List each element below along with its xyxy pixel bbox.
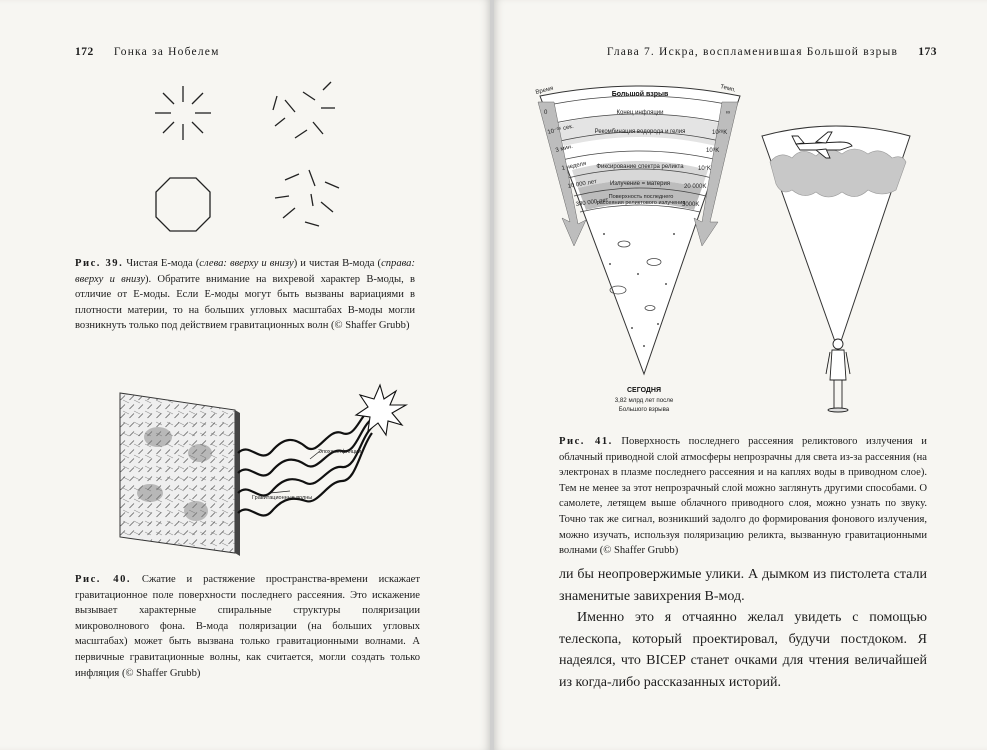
figure-41-timeline-cone [534,84,744,420]
row-4-event: Фиксирование спектра реликта [596,164,684,170]
row-2-event: Рекомбинация водорода и гелия [594,129,686,135]
e-mode-radial-pattern [155,86,211,140]
big-bang-label: Большой взрыв [611,91,669,98]
right-running-head [607,46,937,58]
row-1-event: Конец инфляции [616,110,664,116]
row-6-temp: 3000K [682,202,700,208]
b-mode-swirl-pattern-bottom [275,170,339,226]
today-sub-1: 3,82 млрд лет после [614,397,674,404]
figure-39-label: Рис. 39. [75,258,124,269]
row-5-event: Излучение = материя [609,181,671,187]
body-text [559,564,927,693]
figure-40-caption-text: Сжатие и растяжение пространства-времени искажает гравитационное поле поверхности последнего рассеяния. Это искажение вызывает характерные спиральные структуры поляризации микроволнового фона. B-мода поляризации (на больших угловых масштабах) может быть вызвана только гравитационными волнами. А первичные гравитационные волны, как считается, могли создать только инфляция (© Shaffer Grubb) [75,574,420,679]
row-6-time: 380 000 лет [575,197,609,208]
figure-39-caption-part-5: ). Обратите внимание на вихревой характер B-моды, в отличие от E-моды. Если E-моды могут быть вызваны вариациями в плотности материи, то на больших угловых масштабах B-моды могли возникнуть только под действием гравитационных волн (© Shaffer Grubb) [75,273,415,332]
row-6-event: Поверхность последнего рассеяния реликтового излучения [596,194,686,207]
right-running-title: Глава 7. Искра, воспламенившая Большой взрыв [606,46,899,58]
time-header: Время [535,85,555,96]
right-page-number: 173 [918,46,937,58]
figure-39-caption-part-2: слева: вверху и внизу [199,258,294,269]
label-gravitational-waves: Гравитационные волны [252,495,313,501]
left-page [0,0,490,750]
figure-41-label: Рис. 41. [559,436,613,447]
figure-39-caption-part-3: ) и чистая B-мода ( [293,258,382,269]
left-running-title: Гонка за Нобелем [113,46,220,58]
b-mode-swirl-pattern-top [273,82,335,138]
row-3-temp: 10⁹K [706,148,720,154]
figure-41-cloud-cone [756,118,916,418]
row-2-temp: 10²⁸K [712,130,728,136]
row-5-time: 10 000 лет [567,178,598,190]
row-3-time: 3 мин. [555,143,574,154]
left-page-number: 172 [75,46,94,58]
figure-39-caption [75,256,415,334]
figure-41-caption-text: Поверхность последнего рассеяния реликтового излучения и облачный приводной слой атмосферы непрозрачны для света из-за рассеяния (на электронах в плазме последнего рассеяния и на каплях воды в приводном слое). Тем не менее за этот непрозрачный слой можно заглянуть другими способами. О самолете, летящем выше облачного приводного слоя, можно узнать по звуку. Точно так же сигнал, возникший задолго до формирования фонового излучения, можно изучать, используя поляризацию реликта, вызванную гравитационными волнами (© Shaffer Grubb) [559,436,927,557]
figure-40-label: Рис. 40. [75,574,132,585]
row-4-temp: 10⁷K [698,166,711,172]
row-5-temp: 20 000K [684,184,707,190]
left-running-head [75,46,220,58]
today-sub-2: Большого взрыва [618,406,670,413]
row-2-time: 10⁻³⁵ сек. [547,123,575,136]
right-page [494,0,987,750]
body-paragraph-2: Именно это я отчаянно желал увидеть с помощью телескопа, который проектировал, будучи постдоком. Я надеялся, что BICEP станет очками для чтения величайшей из когда-либо рассказанных историй. [559,610,927,690]
row-4-time: 1 неделя [561,160,587,172]
figure-41-caption [559,434,927,559]
label-inflation-epoch: Эпоха инфляции [318,449,362,455]
figure-39-e-b-modes [135,78,355,238]
person-figure [826,339,850,412]
figure-40-caption [75,572,420,681]
figure-39-caption-part-4: справа: вверху и внизу [75,258,416,285]
temp-header: Темп. [719,84,737,94]
row-1-time: 0 [544,110,548,116]
e-mode-ring-pattern [156,178,210,231]
figure-40-gravitational-waves [110,375,410,560]
today-label: СЕГОДНЯ [626,387,662,394]
row-1-temp: ∞ [725,110,731,116]
body-paragraph-1: ли бы неопровержимые улики. А дымком из пистолета стали знаменитые завихрения B-мод. [559,567,927,604]
figure-39-caption-part-1: Чистая E-мода ( [123,258,200,269]
